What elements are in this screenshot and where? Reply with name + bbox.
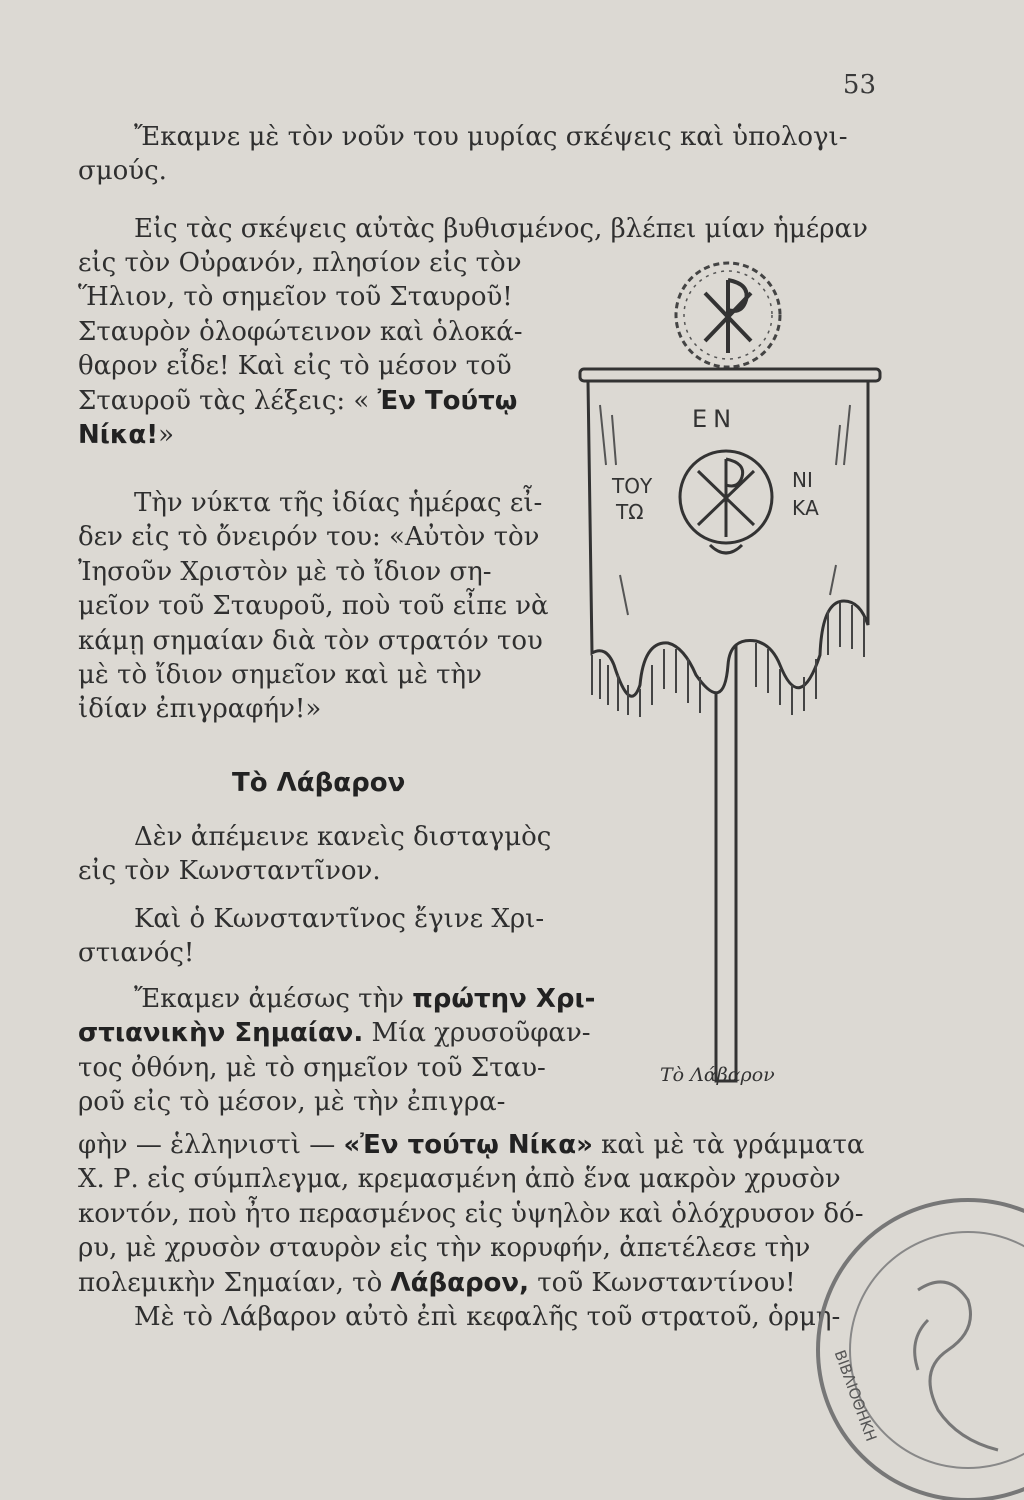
text-segment: Ἔκαμεν ἀμέσως τὴν [134,984,404,1014]
text-line [78,384,578,418]
text-segment: φὴν — ἑλληνιστὶ — [78,1130,336,1160]
bold-phrase: Νίκα! [78,420,159,451]
chi-rho-icon [705,280,751,353]
stamp-text [831,1348,881,1444]
paragraph-4 [78,820,578,889]
text-line: εἰς τὸν Κωνσταντῖνον. [78,856,381,887]
paragraph-2 [78,212,908,246]
text-line [78,982,596,1016]
crossbar [580,369,880,381]
text-line: Χ. Ρ. εἰς σύμπλεγμα, κρεμασμένη ἀπὸ ἕνα μακρὸν χρυσὸν [78,1164,841,1195]
text-line: Τὴν νύκτα τῆς ἰδίας ἡμέρας εἶ- [134,488,543,518]
text-segment: Μία χρυσοῦφαν- [371,1018,591,1049]
text-segment: πολεμικὴν Σημαίαν, τὸ [78,1267,383,1298]
text-line: Ἰησοῦν Χριστὸν μὲ τὸ ἴδιον ση- [78,556,492,587]
banner-text-right-1: ΝΙ [792,468,813,492]
bold-phrase: στιανικὴν Σημαίαν. [78,1018,364,1049]
paragraph-3 [78,486,578,727]
text-line: ἰδίαν ἐπιγραφήν!» [78,694,322,725]
banner-text-top: ΕΝ [692,405,738,433]
text-line: δεν εἰς τὸ ὄνειρόν του: «Αὐτὸν τὸν [78,522,540,553]
text-line: Ἔκαμνε μὲ τὸν νοῦν του μυρίας σκέψεις καὶ ὑπολογι- [134,122,848,152]
text-line: Ἥλιον, τὸ σημεῖον τοῦ Σταυροῦ! [78,282,513,313]
page-number: 53 [842,70,876,100]
text-line: Εἰς τὰς σκέψεις αὐτὰς βυθισμένος, βλέπει μίαν ἡμέραν [134,214,868,244]
text-segment: Σταυροῦ τὰς λέξεις: « [78,385,370,416]
text-line: σμούς. [78,156,167,187]
text-line: Μὲ τὸ Λάβαρον αὐτὸ ἐπὶ κεφαλῆς τοῦ στρατοῦ, ὁρμη- [134,1302,841,1333]
paragraph-5 [78,902,578,971]
bold-phrase: Λάβαρον, [390,1267,530,1298]
text-line: ρυ, μὲ χρυσὸν σταυρὸν εἰς τὴν κορυφήν, ἀπετέλεσε τὴν [78,1233,811,1264]
text-line [78,1016,591,1050]
banner-text-left-2: ΤΩ [616,500,644,524]
text-line: κάμῃ σημαίαν διὰ τὸν στρατόν του [78,625,543,656]
text-segment: καὶ μὲ τὰ γράμματα [601,1130,865,1160]
banner-text-left-1: ΤΟΥ [612,474,653,498]
bold-phrase: «Ἐν τούτῳ Νίκα» [343,1130,593,1160]
text-line: στιανός! [78,938,195,969]
text-line: Σταυρὸν ὁλοφώτεινον καὶ ὁλοκά- [78,316,523,347]
stamp-label: ΒΙΒΛΙΟΘΗΚΗ [830,1347,881,1444]
text-line: εἰς τὸν Οὐρανόν, πλησίον εἰς τὸν [78,248,522,278]
text-line: Δὲν ἀπέμεινε κανεὶς δισταγμὸς [134,822,552,852]
text-line: Καὶ ὁ Κωνσταντῖνος ἔγινε Χρι- [134,904,545,934]
library-stamp [768,1150,1024,1500]
text-segment: τοῦ Κωνσταντίνου! [537,1267,796,1298]
labarum-illustration [560,245,900,1085]
bold-phrase: πρώτην Χρι- [412,984,596,1014]
text-line: μὲ τὸ ἴδιον σημεῖον καὶ μὲ τὴν [78,660,482,691]
paragraph-2-wrapped [78,246,578,452]
text-line: ροῦ εἰς τὸ μέσον, μὲ τὴν ἐπιγρα- [78,1087,506,1118]
paragraph-6 [78,982,596,1120]
text-line [78,418,578,452]
paragraph-1 [78,120,908,189]
text-segment: » [158,420,175,451]
section-heading: Τὸ Λάβαρον [232,768,406,798]
stamp-eagle-icon [915,1282,998,1450]
text-line: τος ὀθόνη, μὲ τὸ σημεῖον τοῦ Σταυ- [78,1052,546,1083]
bold-phrase: Ἐν Τούτῳ [377,385,518,416]
text-line: κοντόν, ποὺ ἦτο περασμένος εἰς ὑψηλὸν καὶ ὁλόχρυσον δό- [78,1198,864,1229]
text-line: θαρον εἶδε! Καὶ εἰς τὸ μέσον τοῦ [78,351,512,382]
banner-text-right-2: ΚΑ [792,496,819,520]
text-line: μεῖον τοῦ Σταυροῦ, ποὺ τοῦ εἶπε νὰ [78,591,549,622]
illustration-caption: Τὸ Λάβαρον [660,1064,775,1086]
